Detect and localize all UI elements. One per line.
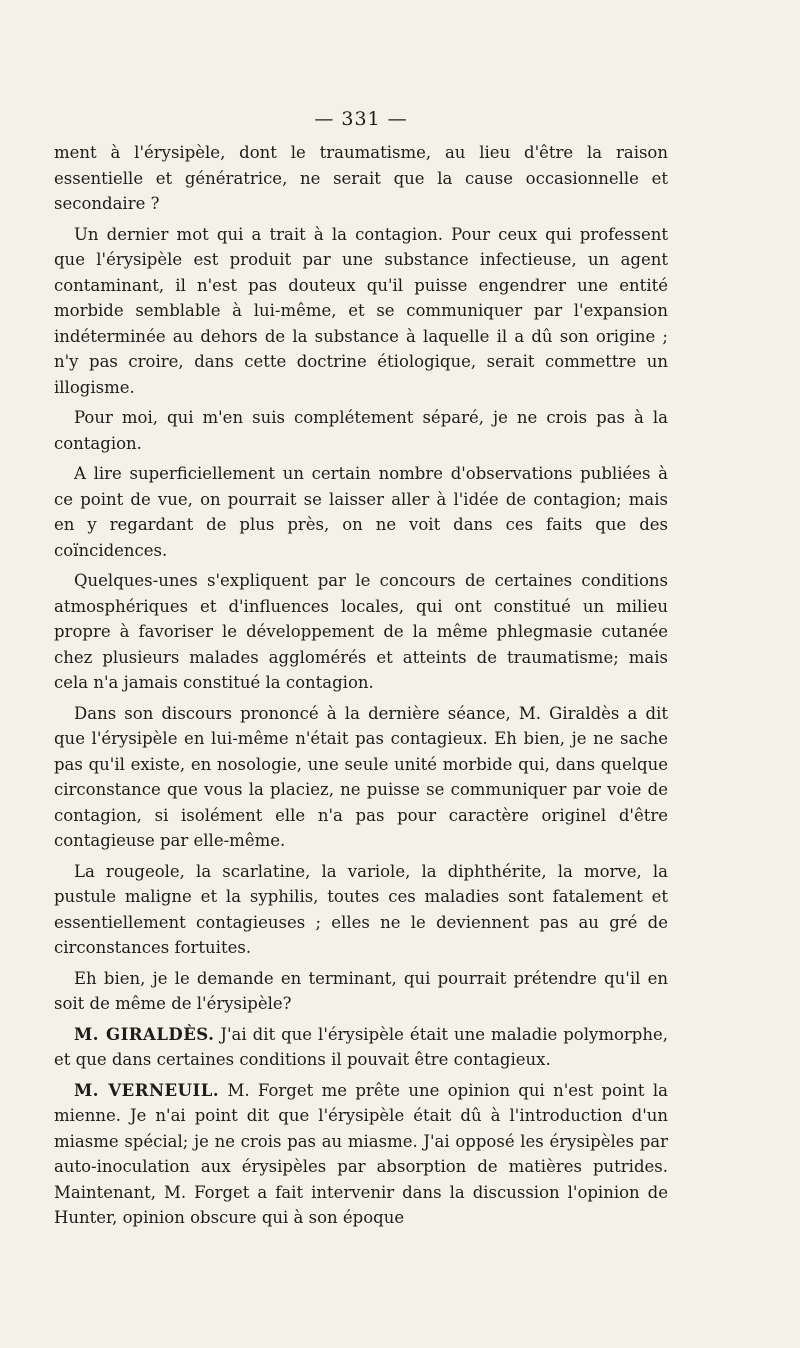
paragraph-10 <box>54 1078 668 1231</box>
paragraph-1 <box>54 140 668 217</box>
paragraph-3 <box>54 405 668 456</box>
paragraph-10-text: M. Forget me prête une opinion qui n'est point la mienne. Je n'ai point dit que l'érysipèle était dû à l'introduction d'un miasme spécial; je ne crois pas au miasme. J'ai opposé les érysipèles par auto-inoculation aux érysipèles par absorption de matières putrides. Maintenant, M. Forget a fait intervenir dans la discussion l'opinion de Hunter, opinion obscure qui à son époque <box>54 1080 668 1227</box>
paragraph-2-text: Un dernier mot qui a trait à la contagion. Pour ceux qui professent que l'érysipèle est produit par une substance infectieuse, un agent contaminant, il n'est pas douteux qu'il puisse engendrer une entité morbide semblable à lui-même, et se communiquer par l'expansion indéterminée au dehors de la substance à laquelle il a dû son origine ; n'y pas croire, dans cette doctrine étiologique, serait commettre un illogisme. <box>54 224 668 397</box>
paragraph-4-text: A lire superficiellement un certain nombre d'observations publiées à ce point de vue, on pourrait se laisser aller à l'idée de contagion; mais en y regardant de plus près, on ne voit dans ces faits que des coïncidences. <box>54 464 668 560</box>
paragraph-9-text: J'ai dit que l'érysipèle était une maladie polymorphe, et que dans certaines conditions il pouvait être contagieux. <box>54 1024 669 1069</box>
paragraph-1-text: ment à l'érysipèle, dont le traumatisme, au lieu d'être la raison essentielle et génératrice, ne serait que la cause occasionnelle et secondaire ? <box>54 143 668 213</box>
speaker-name: M. VERNEUIL. <box>74 1080 220 1100</box>
paragraph-7 <box>54 859 668 961</box>
paragraph-6 <box>54 701 668 854</box>
paragraph-8 <box>54 966 668 1017</box>
speaker-name: M. GIRALDÈS. <box>74 1024 215 1044</box>
paragraph-5-text: Quelques-unes s'expliquent par le concours de certaines conditions atmosphériques et d'influences locales, qui ont constitué un milieu propre à favoriser le développement de la même phlegmasie cutanée chez plusieurs malades agglomérés et atteints de traumatisme; mais cela n'a jamais constitué la contagion. <box>54 571 668 692</box>
paragraph-4 <box>54 461 668 563</box>
document-page <box>54 108 668 1231</box>
paragraph-5 <box>54 568 668 696</box>
paragraph-6-text: Dans son discours prononcé à la dernière séance, M. Giraldès a dit que l'érysipèle en lui-même n'était pas contagieux. Eh bien, je ne sache pas qu'il existe, en nosologie, une seule unité morbide qui, dans quelque circonstance que vous la placiez, ne puisse se communiquer par voie de contagion, si isolément elle n'a pas pour caractère originel d'être contagieuse par elle-même. <box>54 703 668 850</box>
paragraph-2 <box>54 222 668 401</box>
paragraph-3-text: Pour moi, qui m'en suis complétement séparé, je ne crois pas à la contagion. <box>54 408 668 453</box>
paragraph-9 <box>54 1022 668 1073</box>
paragraph-8-text: Eh bien, je le demande en terminant, qui pourrait prétendre qu'il en soit de même de l'érysipèle? <box>54 968 668 1013</box>
paragraph-7-text: La rougeole, la scarlatine, la variole, la diphthérite, la morve, la pustule maligne et la syphilis, toutes ces maladies sont fatalement et essentiellement contagieuses ; elles ne le deviennent pas au gré de circonstances fortuites. <box>54 861 668 957</box>
page-number: — 331 — <box>314 108 408 130</box>
